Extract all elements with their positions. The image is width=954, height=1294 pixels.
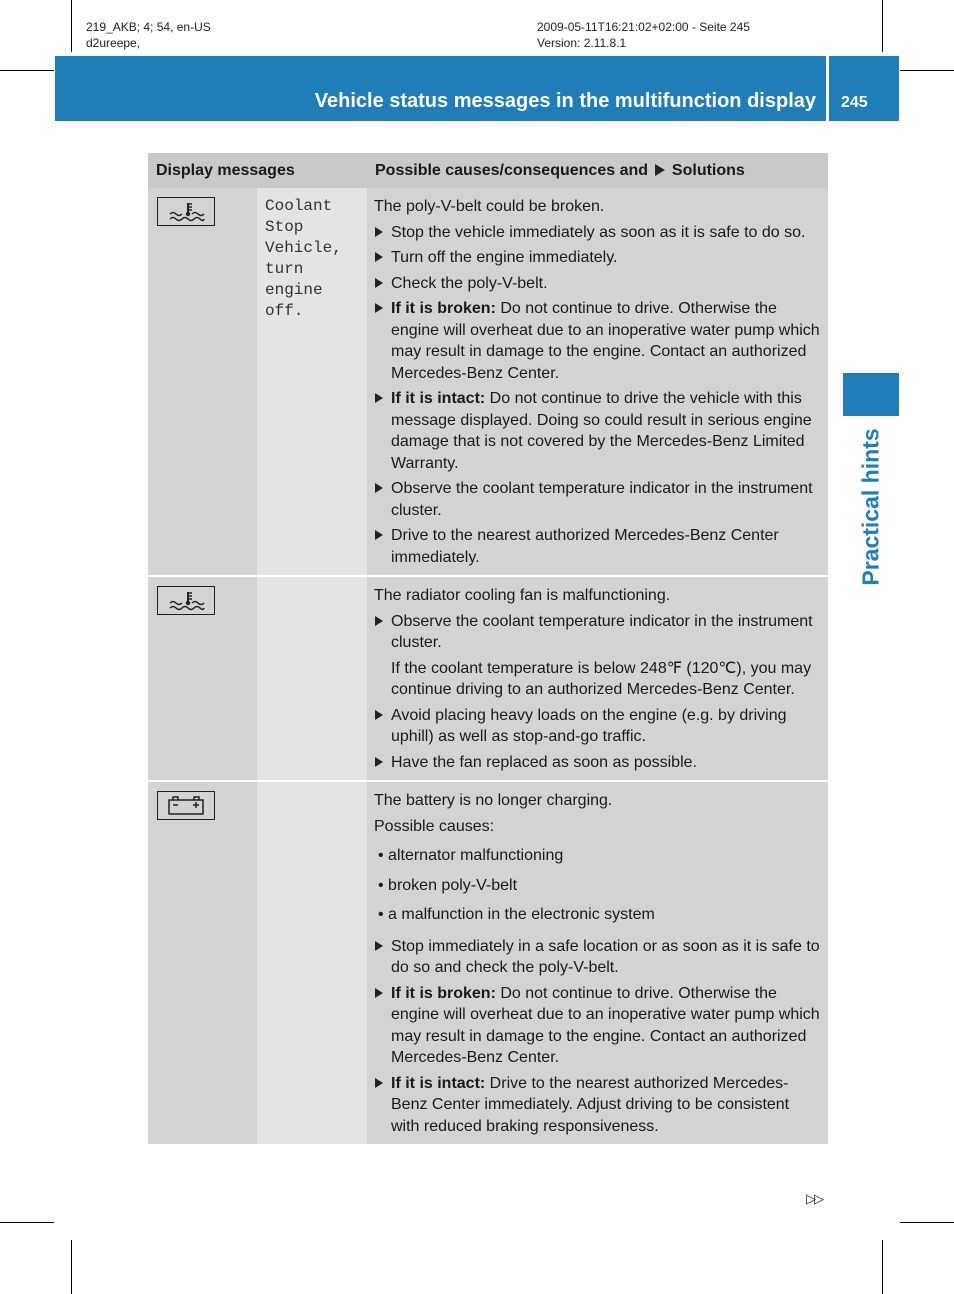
col-header-causes: [367, 153, 828, 188]
solution-step: [374, 388, 822, 474]
col-header-causes-text: Possible causes/consequences and: [375, 161, 649, 179]
cause-bullet: • a malfunction in the electronic system: [378, 906, 655, 923]
step-text: Drive to the nearest authorized Mercedes-Benz Center immediately. Adjust driving to be consistent with reduced braking responsiveness.: [391, 1074, 790, 1135]
section-header: [55, 56, 826, 121]
table-row: [148, 781, 828, 1144]
coolant-temperature-icon: [157, 197, 215, 226]
solution-step: [374, 752, 822, 774]
cause-text: The poly-V-belt could be broken.: [374, 198, 605, 215]
print-meta-left-line2: d2ureepe,: [86, 36, 141, 50]
display-message-text: Coolant Stop Vehicle, turn engine off.: [265, 197, 342, 320]
step-text: Do not continue to drive the vehicle with this message displayed. Doing so could result in serious engine damage that is not covered by the Mercedes-Benz Limited Warranty.: [391, 390, 812, 472]
step-condition: If it is broken:: [391, 984, 496, 1002]
play-arrow-icon: [655, 164, 665, 176]
step-text: Drive to the nearest authorized Mercedes-Benz Center immediately.: [391, 527, 779, 566]
message-cell: [257, 781, 367, 1144]
battery-icon: [157, 791, 215, 820]
cause-bullet: • broken poly-V-belt: [378, 876, 518, 894]
step-text: Observe the coolant temperature indicator in the instrument cluster.: [391, 612, 813, 651]
icon-cell: [148, 576, 257, 781]
step-text: Turn off the engine immediately.: [391, 249, 618, 266]
solution-step: [374, 611, 822, 654]
page-number: 245: [841, 94, 868, 111]
crop-mark: [882, 1240, 883, 1294]
solution-step: [374, 273, 822, 295]
crop-mark: [71, 1240, 72, 1294]
solution-step: [374, 298, 822, 384]
solutions-cell: [367, 781, 828, 1144]
step-text: Do not continue to drive. Otherwise the engine will overheat due to an inoperative water pump which may result in damage to the engine. Contact an authorized Mercedes-Benz Center.: [391, 984, 820, 1066]
step-text: Avoid placing heavy loads on the engine (e.g. by driving uphill) as well as stop-and-go traffic.: [391, 706, 787, 745]
solution-step: [374, 705, 822, 748]
print-meta-right-line2: Version: 2.11.8.1: [537, 36, 627, 50]
print-meta-right-line1: 2009-05-11T16:21:02+02:00 - Seite 245: [537, 20, 750, 34]
step-text: Do not continue to drive. Otherwise the engine will overheat due to an inoperative water pump which may result in damage to the engine. Contact an authorized Mercedes-Benz Center.: [391, 300, 820, 382]
col-header-solutions-text: Solutions: [671, 161, 745, 179]
step-condition: If it is intact:: [391, 390, 486, 407]
step-text: Check the poly-V-belt.: [391, 274, 548, 292]
cause-bullet: • alternator malfunctioning: [378, 847, 564, 864]
message-cell: [257, 576, 367, 781]
cause-text: The radiator cooling fan is malfunctioning.: [374, 587, 671, 604]
crop-mark: [900, 1222, 954, 1223]
step-text: Have the fan replaced as soon as possible.: [391, 753, 697, 771]
continued-next-page-icon: ▷▷: [806, 1191, 822, 1206]
step-text: Stop immediately in a safe location or as soon as it is safe to do so and check the poly-V-belt.: [391, 937, 820, 976]
step-condition: If it is intact:: [391, 1074, 486, 1092]
chapter-tab-label: Practical hints: [857, 428, 884, 586]
crop-mark: [0, 1222, 54, 1223]
table-header-row: [148, 153, 828, 188]
step-text: Observe the coolant temperature indicator in the instrument cluster.: [391, 480, 813, 519]
crop-mark: [900, 70, 954, 71]
crop-mark: [71, 0, 72, 52]
crop-mark: [882, 0, 883, 52]
step-text: Stop the vehicle immediately as soon as it is safe to do so.: [391, 223, 806, 241]
step-note: If the coolant temperature is below 248℉ (120℃), you may continue driving to an authorized Mercedes-Benz Center.: [391, 659, 812, 698]
coolant-temperature-icon: [157, 586, 215, 615]
status-messages-table: [148, 153, 828, 1144]
print-meta-right: [537, 19, 750, 51]
col-header-display: Display messages: [148, 153, 367, 188]
icon-cell: [148, 781, 257, 1144]
crop-mark: [0, 70, 54, 71]
icon-cell: [148, 188, 257, 576]
solution-step: [374, 478, 822, 521]
solution-step: [374, 525, 822, 568]
solution-step: [374, 1073, 822, 1138]
solution-step: [374, 247, 822, 269]
display-message-text: [257, 577, 367, 593]
solution-step: [374, 936, 822, 979]
solutions-cell: [367, 576, 828, 781]
message-cell: [257, 188, 367, 576]
possible-causes-label: Possible causes:: [374, 817, 495, 835]
print-meta-left: [86, 19, 211, 51]
step-condition: If it is broken:: [391, 300, 496, 317]
table-row: [148, 576, 828, 781]
print-meta-left-line1: 219_AKB; 4; 54, en-US: [86, 20, 211, 34]
solution-step: [374, 222, 822, 244]
section-title: Vehicle status messages in the multifunction display: [314, 90, 816, 112]
chapter-tab-marker: [843, 373, 899, 416]
page-number-box: [829, 56, 899, 121]
cause-text: The battery is no longer charging.: [374, 792, 613, 809]
solution-step: [374, 983, 822, 1069]
table-row: [148, 188, 828, 576]
display-message-text: [257, 782, 367, 798]
solutions-cell: [367, 188, 828, 576]
